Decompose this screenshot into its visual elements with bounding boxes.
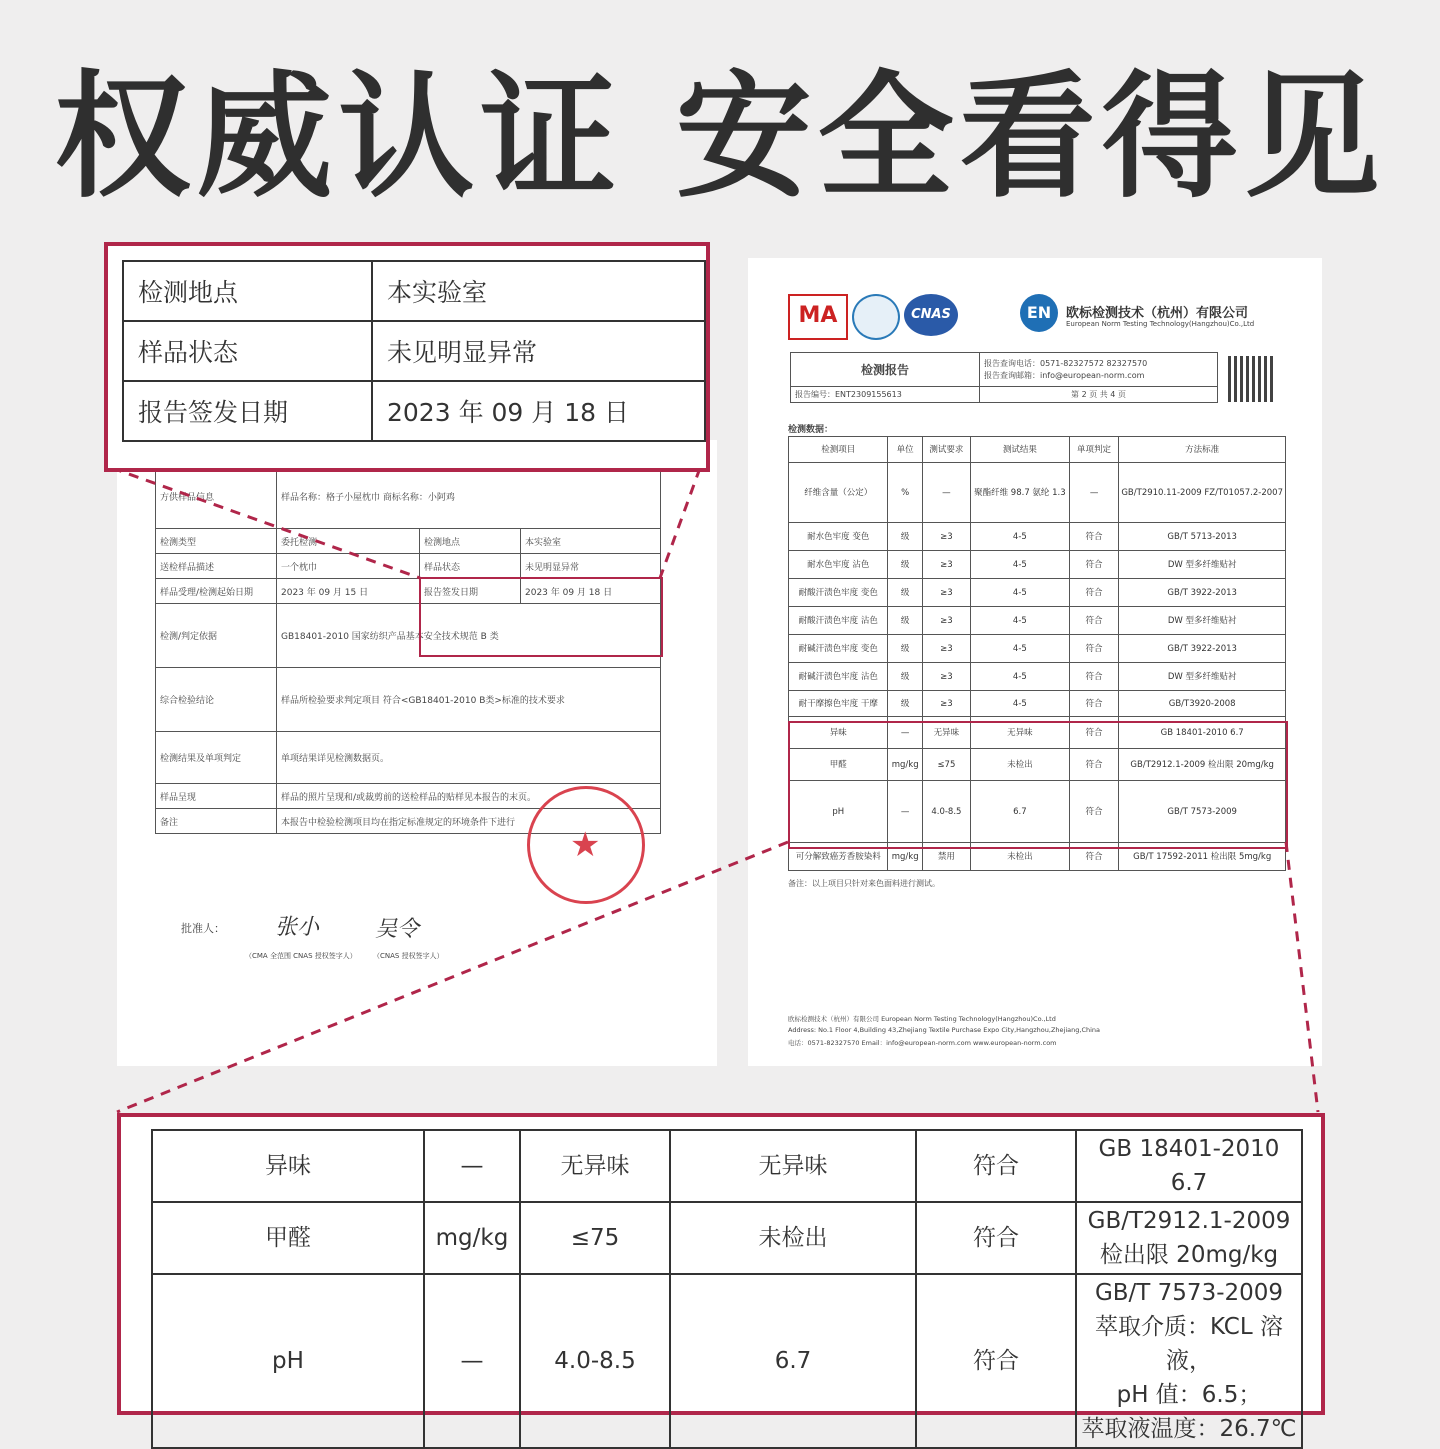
cell: 符合 bbox=[1069, 551, 1119, 579]
cell: 4-5 bbox=[970, 691, 1069, 717]
column-header: 方法标准 bbox=[1119, 437, 1286, 463]
cell: GB/T 7573-2009 bbox=[1119, 781, 1286, 843]
row-label: 样品呈现 bbox=[156, 784, 277, 809]
cell: 未检出 bbox=[970, 749, 1069, 781]
method-line: 检出限 20mg/kg bbox=[1099, 1242, 1279, 1268]
en-logo: EN bbox=[1020, 294, 1058, 332]
cell: 耐水色牢度 变色 bbox=[789, 523, 888, 551]
method-line: 萃取液温度：26.7℃ bbox=[1081, 1416, 1297, 1442]
cell: 4-5 bbox=[970, 579, 1069, 607]
judgement-cell: 符合 bbox=[916, 1202, 1076, 1274]
table-row bbox=[123, 381, 705, 441]
cell: 符合 bbox=[1069, 579, 1119, 607]
cell: 4-5 bbox=[970, 551, 1069, 579]
row-label: 样品状态 bbox=[420, 554, 521, 579]
test-results-table bbox=[151, 1129, 1303, 1449]
row-value: 2023 年 09 月 18 日 bbox=[372, 381, 705, 441]
row-label: 备注 bbox=[156, 809, 277, 834]
cell: 聚酯纤维 98.7 氨纶 1.3 bbox=[970, 463, 1069, 523]
footer-line: 欧标检测技术（杭州）有限公司 European Norm Testing Technology(Hangzhou)Co.,Ltd bbox=[788, 1015, 1056, 1023]
cell: — bbox=[1069, 463, 1119, 523]
cell: 无异味 bbox=[970, 717, 1069, 749]
method-line: GB/T2912.1-2009 bbox=[1087, 1208, 1291, 1234]
cell: 可分解致癌芳香胺染料 bbox=[789, 843, 888, 871]
cell: GB/T2912.1-2009 检出限 20mg/kg bbox=[1119, 749, 1286, 781]
signature-caption: （CNAS 授权签字人） bbox=[373, 952, 444, 960]
connector-line bbox=[117, 842, 788, 1112]
page-title: 权威认证 安全看得见 bbox=[54, 59, 1386, 217]
cell: GB/T 3922-2013 bbox=[1119, 579, 1286, 607]
requirement-cell: 无异味 bbox=[520, 1130, 670, 1202]
cell: 符合 bbox=[1069, 843, 1119, 871]
cell: 甲醛 bbox=[789, 749, 888, 781]
unit-cell: — bbox=[424, 1130, 520, 1202]
cell: 禁用 bbox=[922, 843, 970, 871]
row-label: 检测类型 bbox=[156, 529, 277, 554]
unit-cell: mg/kg bbox=[424, 1202, 520, 1274]
row-value: 未见明显异常 bbox=[372, 321, 705, 381]
table-row bbox=[123, 321, 705, 381]
row-label: 检测/判定依据 bbox=[156, 604, 277, 668]
report-note: 备注：以上项目只针对来色面料进行测试。 bbox=[788, 879, 940, 888]
row-label: 检测结果及单项判定 bbox=[156, 732, 277, 784]
row-value: 委托检测 bbox=[277, 529, 420, 554]
signer-label: 批准人： bbox=[181, 922, 225, 935]
column-header: 测试结果 bbox=[970, 437, 1069, 463]
column-header: 单项判定 bbox=[1069, 437, 1119, 463]
item-cell: 甲醛 bbox=[152, 1202, 424, 1274]
cell: — bbox=[888, 717, 922, 749]
column-header: 检测项目 bbox=[789, 437, 888, 463]
cell: 4.0-8.5 bbox=[922, 781, 970, 843]
method-line: GB/T 7573-2009 bbox=[1094, 1280, 1284, 1306]
row-label: 综合检验结论 bbox=[156, 668, 277, 732]
cell: 异味 bbox=[789, 717, 888, 749]
cell: — bbox=[888, 781, 922, 843]
row-value: 一个枕巾 bbox=[277, 554, 420, 579]
row-label: 样品状态 bbox=[123, 321, 372, 381]
cell: 级 bbox=[888, 523, 922, 551]
cell: 符合 bbox=[1069, 635, 1119, 663]
cell: GB/T3920-2008 bbox=[1119, 691, 1286, 717]
method-cell bbox=[1076, 1130, 1302, 1202]
cell: 符合 bbox=[1069, 781, 1119, 843]
result-cell: 无异味 bbox=[670, 1130, 916, 1202]
table-row bbox=[152, 1130, 1302, 1202]
method-cell bbox=[1076, 1274, 1302, 1448]
row-value: 2023 年 09 月 18 日 bbox=[521, 579, 661, 604]
report-info-table bbox=[122, 260, 706, 442]
connector-line bbox=[112, 468, 420, 578]
cell: 耐碱汗渍色牢度 沾色 bbox=[789, 663, 888, 691]
cell: mg/kg bbox=[888, 749, 922, 781]
row-value: 本实验室 bbox=[521, 529, 661, 554]
row-label: 报告签发日期 bbox=[420, 579, 521, 604]
cell: ≥3 bbox=[922, 635, 970, 663]
result-cell: 6.7 bbox=[670, 1274, 916, 1448]
unit-cell: — bbox=[424, 1274, 520, 1448]
company-name: 欧标检测技术（杭州）有限公司 bbox=[1066, 306, 1249, 321]
item-cell: pH bbox=[152, 1274, 424, 1448]
column-header: 测试要求 bbox=[922, 437, 970, 463]
cell: 符合 bbox=[1069, 691, 1119, 717]
cell: 级 bbox=[888, 607, 922, 635]
row-value: 单项结果详见检测数据页。 bbox=[277, 732, 661, 784]
row-value: 样品名称：格子小屋枕巾 商标名称：小阿鸡 bbox=[277, 465, 661, 529]
cell: 6.7 bbox=[970, 781, 1069, 843]
cell: % bbox=[888, 463, 922, 523]
row-value: 样品所检验要求判定项目 符合<GB18401-2010 B类>标准的技术要求 bbox=[277, 668, 661, 732]
cell: 耐干摩擦色牢度 干摩 bbox=[789, 691, 888, 717]
cell: DW 型多纤维贴衬 bbox=[1119, 551, 1286, 579]
result-cell: 未检出 bbox=[670, 1202, 916, 1274]
judgement-cell: 符合 bbox=[916, 1130, 1076, 1202]
signature-caption: （CMA 全范围 CNAS 授权签字人） bbox=[245, 952, 357, 960]
method-line: pH 值：6.5； bbox=[1116, 1382, 1262, 1408]
cell: — bbox=[922, 463, 970, 523]
footer-line: Address: No.1 Floor 4,Building 43,Zhejiang Textile Purchase Expo City,Hangzhou,Zhejiang,China bbox=[788, 1026, 1101, 1034]
row-label: 检测地点 bbox=[420, 529, 521, 554]
signature-1: 张小 bbox=[275, 915, 320, 940]
row-value: 本报告中检验检测项目均在指定标准规定的环境条件下进行 bbox=[277, 809, 661, 834]
cnas-logo: CNAS bbox=[904, 294, 958, 336]
cell: 级 bbox=[888, 635, 922, 663]
cell: GB/T 5713-2013 bbox=[1119, 523, 1286, 551]
cell: ≥3 bbox=[922, 579, 970, 607]
cma-logo: MA bbox=[788, 294, 848, 340]
cell: ≥3 bbox=[922, 551, 970, 579]
cell: 纤维含量（公定） bbox=[789, 463, 888, 523]
star-icon: ★ bbox=[570, 825, 601, 865]
cell: ≥3 bbox=[922, 691, 970, 717]
report-title: 检测报告 bbox=[791, 353, 980, 387]
method-line: 萃取介质：KCL 溶液， bbox=[1094, 1314, 1283, 1374]
method-cell bbox=[1076, 1202, 1302, 1274]
cell: 级 bbox=[888, 579, 922, 607]
connector-line bbox=[1286, 842, 1318, 1112]
cell: ≤75 bbox=[922, 749, 970, 781]
cell: 级 bbox=[888, 691, 922, 717]
contact-email: 报告查询邮箱：info@european-norm.com bbox=[984, 370, 1145, 380]
row-value: 本实验室 bbox=[372, 261, 705, 321]
row-value: GB18401-2010 国家纺织产品基本安全技术规范 B 类 bbox=[277, 604, 661, 668]
cell: 耐水色牢度 沾色 bbox=[789, 551, 888, 579]
column-header: 单位 bbox=[888, 437, 922, 463]
footer-line: 电话：0571-82327570 Email：info@european-norm.com www.european-norm.com bbox=[788, 1039, 1057, 1047]
cell: 4-5 bbox=[970, 607, 1069, 635]
cell: 级 bbox=[888, 551, 922, 579]
cell: 无异味 bbox=[922, 717, 970, 749]
signature-2: 吴令 bbox=[375, 917, 420, 942]
cell: ≥3 bbox=[922, 607, 970, 635]
table-row bbox=[152, 1202, 1302, 1274]
cell: GB 18401-2010 6.7 bbox=[1119, 717, 1286, 749]
contact-phone: 报告查询电话：0571-82327572 82327570 bbox=[984, 358, 1148, 368]
connector-line bbox=[660, 468, 700, 578]
cell: GB/T2910.11-2009 FZ/T01057.2-2007 bbox=[1119, 463, 1286, 523]
table-row bbox=[152, 1274, 1302, 1448]
page-number: 第 2 页 共 4 页 bbox=[980, 387, 1218, 403]
cell: 级 bbox=[888, 663, 922, 691]
table-row bbox=[123, 261, 705, 321]
cell: 耐酸汗渍色牢度 沾色 bbox=[789, 607, 888, 635]
row-label: 方供样品信息 bbox=[156, 465, 277, 529]
row-value: 样品的照片呈现和/或裁剪前的送检样品的贴样见本报告的末页。 bbox=[277, 784, 661, 809]
judgement-cell: 符合 bbox=[916, 1274, 1076, 1448]
cell: 符合 bbox=[1069, 607, 1119, 635]
cell: 符合 bbox=[1069, 717, 1119, 749]
cell: 耐碱汗渍色牢度 变色 bbox=[789, 635, 888, 663]
row-label: 检测地点 bbox=[123, 261, 372, 321]
zoom-panel-test-results bbox=[117, 1113, 1325, 1442]
cell: ≥3 bbox=[922, 523, 970, 551]
cell: 符合 bbox=[1069, 749, 1119, 781]
company-name-en: European Norm Testing Technology(Hangzhou)Co.,Ltd bbox=[1066, 320, 1255, 328]
row-value: 未见明显异常 bbox=[521, 554, 661, 579]
cell: DW 型多纤维贴衬 bbox=[1119, 607, 1286, 635]
method-line: GB 18401-2010 bbox=[1098, 1136, 1280, 1162]
cell: 4-5 bbox=[970, 523, 1069, 551]
cell: 符合 bbox=[1069, 523, 1119, 551]
cell: 耐酸汗渍色牢度 变色 bbox=[789, 579, 888, 607]
section-title: 检测数据： bbox=[788, 425, 834, 435]
row-label: 样品受理/检测起始日期 bbox=[156, 579, 277, 604]
cell: pH bbox=[789, 781, 888, 843]
row-label: 报告签发日期 bbox=[123, 381, 372, 441]
cell: ≥3 bbox=[922, 663, 970, 691]
cell: mg/kg bbox=[888, 843, 922, 871]
item-cell: 异味 bbox=[152, 1130, 424, 1202]
cell: 符合 bbox=[1069, 663, 1119, 691]
cell: 4-5 bbox=[970, 663, 1069, 691]
requirement-cell: 4.0-8.5 bbox=[520, 1274, 670, 1448]
requirement-cell: ≤75 bbox=[520, 1202, 670, 1274]
row-value: 2023 年 09 月 15 日 bbox=[277, 579, 420, 604]
zoom-panel-report-info bbox=[104, 242, 710, 472]
cell: DW 型多纤维贴衬 bbox=[1119, 663, 1286, 691]
report-number: 报告编号：ENT2309155613 bbox=[791, 387, 980, 403]
cell: 4-5 bbox=[970, 635, 1069, 663]
cell: 未检出 bbox=[970, 843, 1069, 871]
cell: GB/T 3922-2013 bbox=[1119, 635, 1286, 663]
row-label: 送检样品描述 bbox=[156, 554, 277, 579]
method-line: 6.7 bbox=[1170, 1170, 1208, 1196]
cell: GB/T 17592-2011 检出限 5mg/kg bbox=[1119, 843, 1286, 871]
